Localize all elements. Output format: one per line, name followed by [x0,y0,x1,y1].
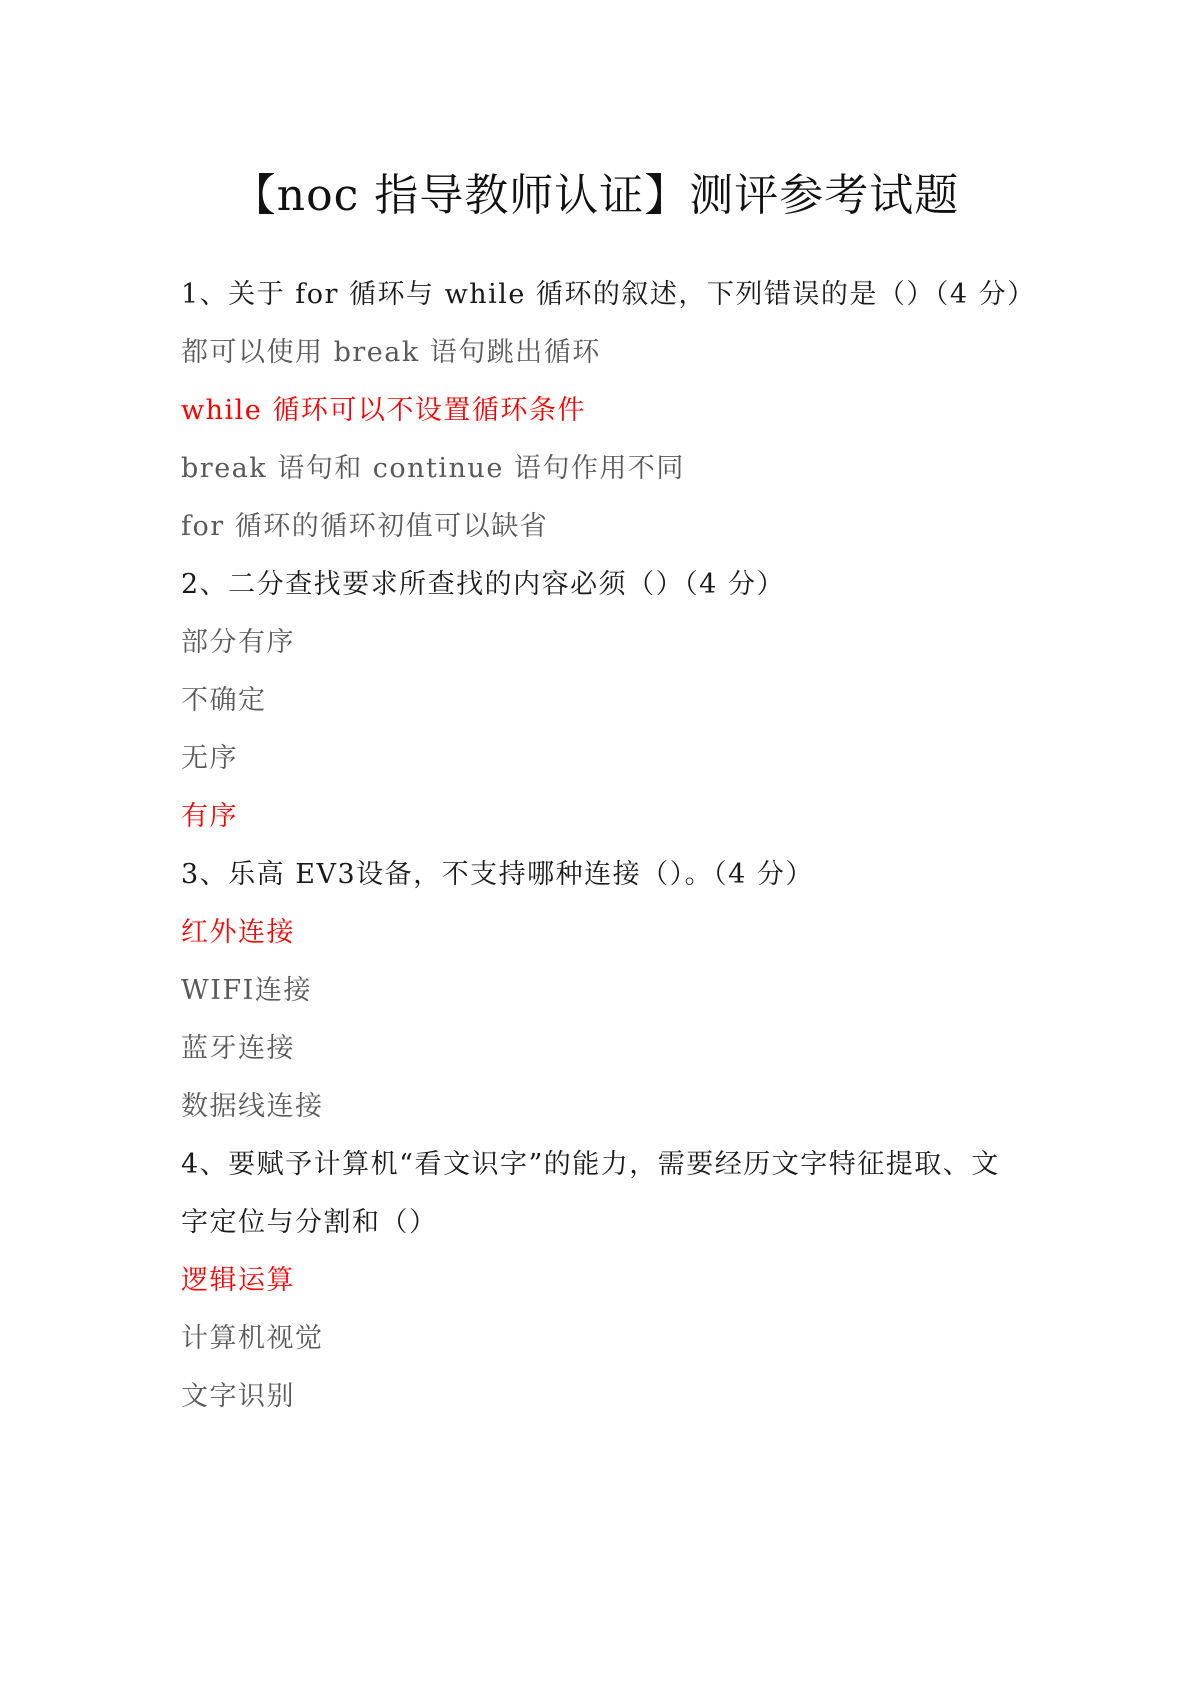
question-4-stem-line-2: 字定位与分割和（） [181,1207,438,1238]
question-1-option-a: 都可以使用 break 语句跳出循环 [181,337,601,368]
question-2-option-c: 无序 [181,743,238,774]
question-3-option-c: 蓝牙连接 [181,1033,295,1064]
question-3-option-a-correct: 红外连接 [181,917,295,948]
question-3-stem: 3、乐高 EV3设备，不支持哪种连接（）。（4 分） [181,859,814,890]
question-2-option-b: 不确定 [181,685,267,716]
question-4-stem-line-1: 4、要赋予计算机“看文识字”的能力，需要经历文字特征提取、文 [181,1149,1000,1180]
question-4-option-b: 计算机视觉 [181,1323,324,1354]
question-1-stem: 1、关于 for 循环与 while 循环的叙述，下列错误的是（）（4 分） [181,279,1036,310]
question-2-option-d-correct: 有序 [181,801,238,832]
page-title: 【noc 指导教师认证】测评参考试题 [231,170,960,221]
question-1-option-c: break 语句和 continue 语句作用不同 [181,453,685,484]
question-3-option-d: 数据线连接 [181,1091,324,1122]
question-4-option-a-correct: 逻辑运算 [181,1265,295,1296]
question-4-option-c: 文字识别 [181,1381,295,1412]
question-3-option-b: WIFI连接 [181,975,312,1006]
question-2-stem: 2、二分查找要求所查找的内容必须（）（4 分） [181,569,785,600]
question-1-option-d: for 循环的循环初值可以缺省 [181,511,549,542]
question-2-option-a: 部分有序 [181,627,295,658]
question-1-option-b-correct: while 循环可以不设置循环条件 [181,395,586,426]
